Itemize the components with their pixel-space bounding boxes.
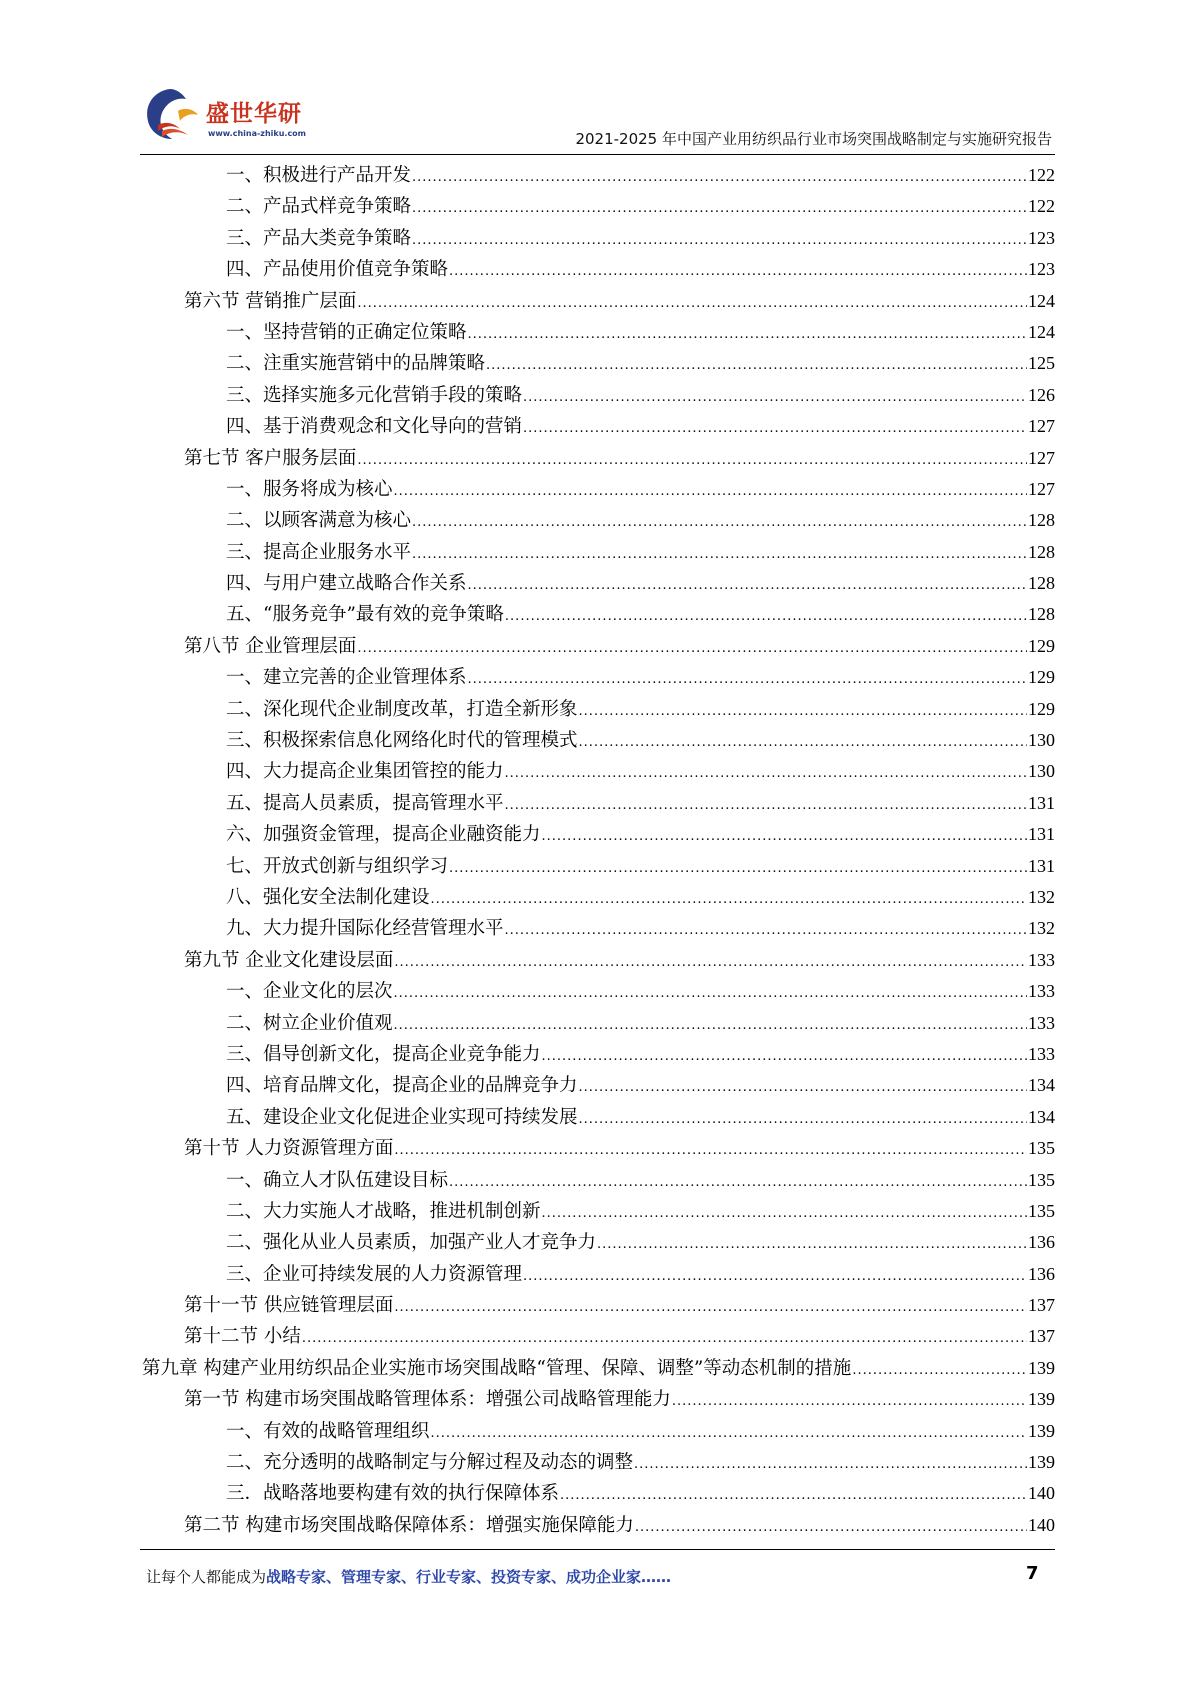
toc-leader-dots: [852, 1355, 1027, 1386]
toc-entry-page: 140: [1028, 1514, 1055, 1535]
toc-entry-label: 第二节 构建市场突围战略保障体系：增强实施保障能力: [184, 1514, 634, 1536]
toc-entry[interactable]: [140, 191, 1055, 222]
toc-leader-dots: [542, 1041, 1027, 1072]
toc-leader-dots: [357, 633, 1027, 664]
toc-entry[interactable]: [140, 443, 1055, 474]
toc-entry-page: 126: [1028, 384, 1055, 405]
toc-leader-dots: [412, 193, 1027, 224]
toc-entry-page: 132: [1028, 918, 1055, 939]
toc-entry[interactable]: [140, 1384, 1055, 1415]
toc-leader-dots: [542, 821, 1027, 852]
footer-slogan-roles: 战略专家、管理专家、行业专家、投资专家、成功企业家……: [266, 1568, 672, 1586]
toc-entry-label: 四、产品使用价值竞争策略: [226, 259, 449, 281]
footer-divider: [140, 1549, 1055, 1550]
toc-entry[interactable]: [140, 976, 1055, 1007]
toc-entry[interactable]: [140, 882, 1055, 913]
toc-entry-label: 第十节 人力资源管理方面: [184, 1138, 394, 1160]
toc-entry-page: 124: [1028, 290, 1055, 311]
toc-entry-page: 122: [1028, 165, 1055, 185]
toc-entry-label: 三、企业可持续发展的人力资源管理: [226, 1263, 523, 1285]
toc-entry-page: 129: [1028, 667, 1055, 688]
toc-entry-page: 128: [1028, 510, 1055, 531]
toc-entry-page: 133: [1028, 981, 1055, 1002]
toc-leader-dots: [468, 570, 1027, 601]
toc-entry-page: 128: [1028, 573, 1055, 594]
toc-leader-dots: [412, 507, 1027, 538]
toc-entry-label: 第六节 营销推广层面: [184, 290, 357, 312]
toc-entry[interactable]: [140, 568, 1055, 599]
toc-entry-page: 127: [1028, 447, 1055, 468]
toc-entry-label: 九、大力提升国际化经营管理水平: [226, 918, 504, 940]
toc-entry[interactable]: [140, 1510, 1055, 1541]
toc-entry-label: 七、开放式创新与组织学习: [226, 855, 449, 877]
company-logo: [140, 85, 340, 147]
toc-entry[interactable]: [140, 411, 1055, 442]
toc-entry-label: 二、大力实施人才战略，推进机制创新: [226, 1200, 541, 1222]
toc-entry-label: 二、深化现代企业制度改革，打造全新形象: [226, 698, 578, 720]
toc-entry[interactable]: [140, 1321, 1055, 1352]
toc-leader-dots: [357, 288, 1027, 319]
toc-entry-label: 二、以顾客满意为核心: [226, 510, 412, 532]
toc-leader-dots: [634, 1449, 1027, 1480]
toc-entry-page: 139: [1028, 1420, 1055, 1441]
toc-entry-page: 127: [1028, 478, 1055, 499]
toc-leader-dots: [394, 947, 1027, 978]
toc-entry[interactable]: [140, 631, 1055, 662]
toc-leader-dots: [635, 1512, 1027, 1543]
toc-entry-page: 130: [1028, 761, 1055, 782]
logo-emblem-icon: [140, 85, 210, 147]
toc-entry-page: 136: [1028, 1263, 1055, 1284]
toc-entry[interactable]: [140, 1039, 1055, 1070]
toc-entry-label: 三、积极探索信息化网络化时代的管理模式: [226, 730, 578, 752]
toc-entry-label: 第九节 企业文化建设层面: [184, 949, 394, 971]
footer-slogan: [146, 1566, 671, 1587]
toc-entry[interactable]: [140, 1290, 1055, 1321]
toc-leader-dots: [505, 915, 1027, 946]
toc-leader-dots: [412, 162, 1027, 193]
toc-entry[interactable]: [140, 694, 1055, 725]
toc-leader-dots: [597, 1229, 1027, 1260]
toc-entry-page: 139: [1028, 1357, 1055, 1378]
toc-entry-page: 122: [1028, 196, 1055, 217]
toc-entry[interactable]: [140, 160, 1055, 191]
header-divider: [140, 154, 1055, 155]
table-of-contents: [140, 160, 1055, 1541]
toc-entry-page: 131: [1028, 855, 1055, 876]
toc-entry[interactable]: [140, 851, 1055, 882]
toc-entry-page: 127: [1028, 416, 1055, 437]
toc-entry-page: 139: [1028, 1389, 1055, 1410]
toc-entry[interactable]: [140, 223, 1055, 254]
logo-name: 盛世华研: [206, 101, 302, 127]
toc-leader-dots: [449, 256, 1027, 287]
toc-entry-page: 134: [1028, 1075, 1055, 1096]
toc-leader-dots: [302, 1323, 1027, 1354]
toc-leader-dots: [449, 853, 1027, 884]
toc-entry[interactable]: [140, 1196, 1055, 1227]
toc-leader-dots: [579, 727, 1027, 758]
toc-entry-label: 二、树立企业价值观: [226, 1012, 393, 1034]
toc-entry[interactable]: [140, 474, 1055, 505]
toc-entry[interactable]: [140, 913, 1055, 944]
toc-entry-label: 四、与用户建立战略合作关系: [226, 573, 467, 595]
toc-entry[interactable]: [140, 1478, 1055, 1509]
toc-entry-page: 129: [1028, 635, 1055, 656]
toc-entry-page: 131: [1028, 792, 1055, 813]
toc-leader-dots: [468, 319, 1027, 350]
toc-leader-dots: [394, 1135, 1027, 1166]
toc-entry-label: 一、有效的战略管理组织: [226, 1420, 430, 1442]
toc-leader-dots: [486, 350, 1027, 381]
toc-entry-label: 三、倡导创新文化，提高企业竞争能力: [226, 1043, 541, 1065]
toc-entry[interactable]: [140, 819, 1055, 850]
toc-entry-label: 四、基于消费观念和文化导向的营销: [226, 416, 523, 438]
toc-entry-label: 第一节 构建市场突围战略管理体系：增强公司战略管理能力: [184, 1389, 671, 1411]
toc-leader-dots: [672, 1386, 1027, 1417]
toc-entry-page: 130: [1028, 730, 1055, 751]
toc-entry[interactable]: [140, 380, 1055, 411]
toc-entry-label: 五、“服务竞争”最有效的竞争策略: [226, 604, 504, 626]
toc-entry[interactable]: [140, 348, 1055, 379]
toc-entry[interactable]: [140, 945, 1055, 976]
logo-url: www.china-zhiku.com: [208, 129, 307, 138]
toc-entry[interactable]: [140, 1070, 1055, 1101]
toc-entry-page: 129: [1028, 698, 1055, 719]
toc-entry-page: 133: [1028, 949, 1055, 970]
toc-leader-dots: [431, 1418, 1027, 1449]
toc-leader-dots: [523, 382, 1027, 413]
toc-entry-label: 一、积极进行产品开发: [226, 165, 412, 186]
toc-entry[interactable]: [140, 1447, 1055, 1478]
toc-leader-dots: [394, 1010, 1027, 1041]
toc-entry-label: 一、服务将成为核心: [226, 478, 393, 500]
toc-entry[interactable]: [140, 599, 1055, 630]
toc-entry-label: 六、加强资金管理，提高企业融资能力: [226, 824, 541, 846]
toc-entry-page: 139: [1028, 1452, 1055, 1473]
toc-entry-label: 三、产品大类竞争策略: [226, 227, 412, 249]
toc-leader-dots: [505, 758, 1027, 789]
toc-entry[interactable]: [140, 537, 1055, 568]
toc-entry[interactable]: [140, 286, 1055, 317]
toc-entry-page: 137: [1028, 1326, 1055, 1347]
toc-entry[interactable]: [140, 1008, 1055, 1039]
toc-entry-label: 一、建立完善的企业管理体系: [226, 667, 467, 689]
toc-entry[interactable]: [140, 1102, 1055, 1133]
toc-entry-label: 第十二节 小结: [184, 1326, 301, 1348]
toc-leader-dots: [412, 539, 1027, 570]
toc-entry[interactable]: [140, 317, 1055, 348]
toc-entry-label: 一、确立人才队伍建设目标: [226, 1169, 449, 1191]
toc-entry-page: 128: [1028, 604, 1055, 625]
toc-entry[interactable]: [140, 1353, 1055, 1384]
toc-entry[interactable]: [140, 1259, 1055, 1290]
toc-entry-label: 二、注重实施营销中的品牌策略: [226, 353, 486, 375]
toc-entry-label: 五、提高人员素质，提高管理水平: [226, 792, 504, 814]
toc-leader-dots: [523, 1261, 1027, 1292]
page-header: [140, 80, 1060, 152]
toc-entry-label: 二、强化从业人员素质，加强产业人才竞争力: [226, 1232, 597, 1254]
toc-leader-dots: [431, 884, 1027, 915]
toc-entry-page: 123: [1028, 227, 1055, 248]
toc-entry[interactable]: [140, 725, 1055, 756]
toc-entry-page: 133: [1028, 1012, 1055, 1033]
toc-entry-label: 第九章 构建产业用纺织品企业实施市场突围战略“管理、保障、调整”等动态机制的措施: [142, 1357, 852, 1379]
toc-entry-page: 135: [1028, 1200, 1055, 1221]
toc-entry-page: 135: [1028, 1138, 1055, 1159]
toc-entry-label: 五、建设企业文化促进企业实现可持续发展: [226, 1106, 578, 1128]
toc-leader-dots: [394, 978, 1027, 1009]
toc-entry-page: 136: [1028, 1232, 1055, 1253]
toc-entry-page: 137: [1028, 1295, 1055, 1316]
toc-leader-dots: [542, 1198, 1027, 1229]
toc-entry-page: 131: [1028, 824, 1055, 845]
toc-leader-dots: [579, 1072, 1027, 1103]
toc-entry[interactable]: [140, 254, 1055, 285]
toc-leader-dots: [394, 476, 1027, 507]
toc-leader-dots: [560, 1480, 1027, 1511]
document-title: 2021-2025 年中国产业用纺织品行业市场突围战略制定与实施研究报告: [575, 130, 1052, 148]
toc-entry-page: 140: [1028, 1483, 1055, 1504]
toc-leader-dots: [505, 601, 1027, 632]
toc-entry-label: 八、强化安全法制化建设: [226, 886, 430, 908]
toc-entry[interactable]: [140, 1416, 1055, 1447]
toc-entry[interactable]: [140, 788, 1055, 819]
toc-entry-label: 第七节 客户服务层面: [184, 447, 357, 469]
toc-leader-dots: [579, 696, 1027, 727]
toc-leader-dots: [394, 1292, 1027, 1323]
toc-entry-page: 123: [1028, 259, 1055, 280]
toc-leader-dots: [505, 790, 1027, 821]
toc-entry-label: 一、坚持营销的正确定位策略: [226, 321, 467, 343]
toc-entry-page: 132: [1028, 886, 1055, 907]
toc-entry-label: 四、大力提高企业集团管控的能力: [226, 761, 504, 783]
toc-leader-dots: [468, 664, 1027, 695]
toc-entry-label: 三、提高企业服务水平: [226, 541, 412, 563]
toc-entry-label: 第八节 企业管理层面: [184, 635, 357, 657]
toc-leader-dots: [449, 1167, 1027, 1198]
toc-leader-dots: [579, 1104, 1027, 1135]
toc-entry-label: 三．战略落地要构建有效的执行保障体系: [226, 1483, 560, 1505]
toc-entry[interactable]: [140, 1165, 1055, 1196]
toc-entry[interactable]: [140, 1133, 1055, 1164]
toc-entry[interactable]: [140, 662, 1055, 693]
toc-entry-label: 二、产品式样竞争策略: [226, 196, 412, 218]
toc-entry-label: 四、培育品牌文化，提高企业的品牌竞争力: [226, 1075, 578, 1097]
toc-entry-label: 三、选择实施多元化营销手段的策略: [226, 384, 523, 406]
toc-entry-page: 133: [1028, 1043, 1055, 1064]
toc-entry-label: 第十一节 供应链管理层面: [184, 1295, 394, 1317]
toc-leader-dots: [523, 413, 1027, 444]
page-number: 7: [1026, 1563, 1039, 1584]
toc-entry-page: 125: [1028, 353, 1055, 374]
toc-entry-label: 一、企业文化的层次: [226, 981, 393, 1003]
toc-entry-page: 134: [1028, 1106, 1055, 1127]
toc-leader-dots: [412, 225, 1027, 256]
toc-entry[interactable]: [140, 756, 1055, 787]
toc-entry[interactable]: [140, 1227, 1055, 1258]
toc-entry-page: 124: [1028, 321, 1055, 342]
toc-entry-page: 135: [1028, 1169, 1055, 1190]
toc-entry[interactable]: [140, 505, 1055, 536]
footer-slogan-lead: 让每个人都能成为: [146, 1568, 267, 1586]
toc-leader-dots: [357, 445, 1027, 476]
toc-entry-label: 二、充分透明的战略制定与分解过程及动态的调整: [226, 1452, 634, 1474]
toc-entry-page: 128: [1028, 541, 1055, 562]
